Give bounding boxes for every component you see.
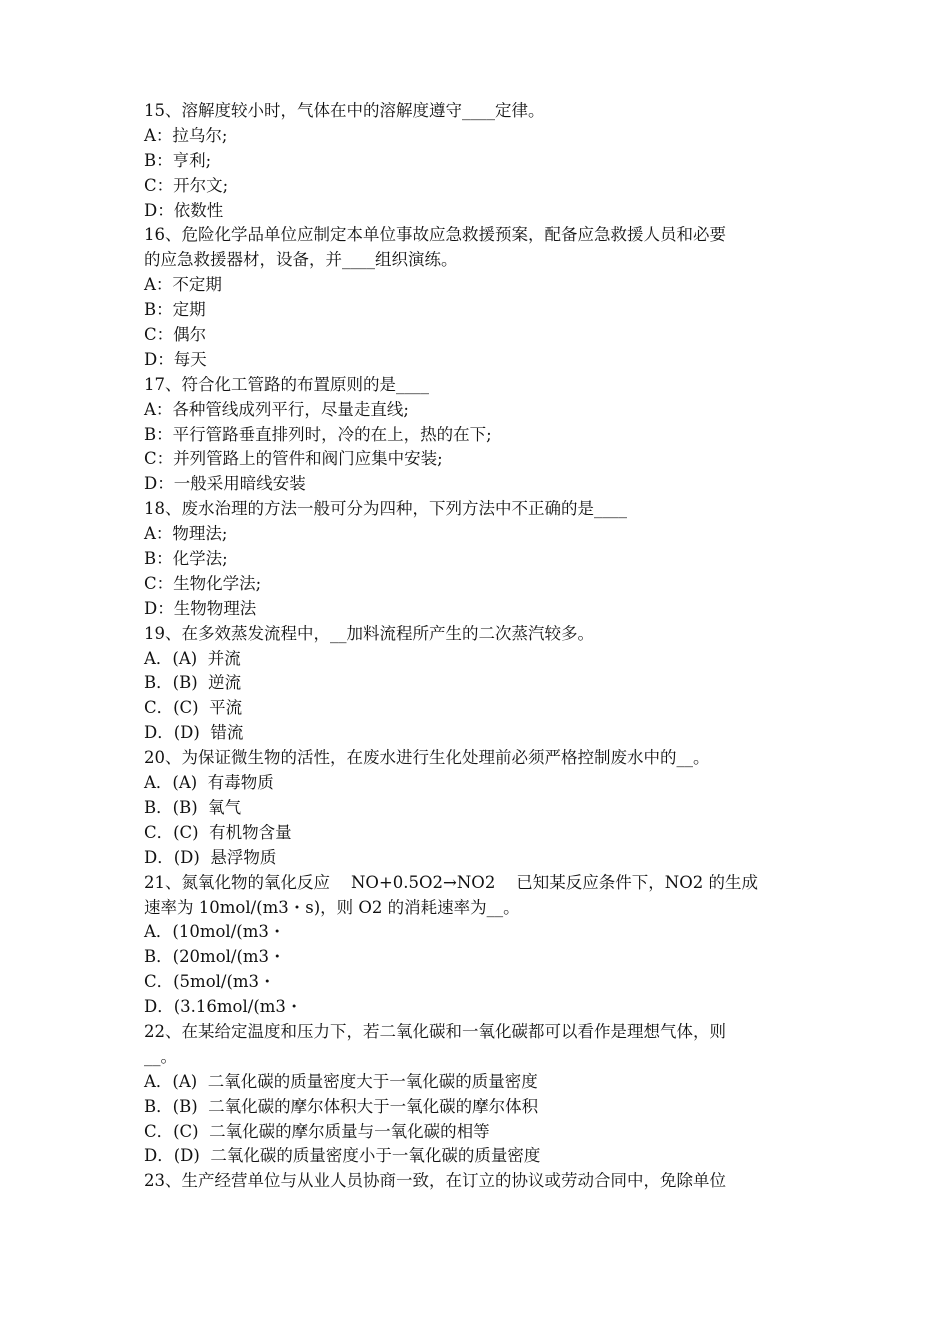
question-21-option-c: C．(5mol/(m3・ [144, 972, 276, 992]
question-17-option-b: B：平行管路垂直排列时，冷的在上，热的在下; [144, 424, 492, 444]
question-19-option-c: C．(C) 平流 [144, 698, 243, 718]
question-17-stem: 17、符合化工管路的布置原则的是____ [144, 374, 429, 394]
question-19-option-d: D．(D) 错流 [144, 723, 244, 743]
question-19-option-a: A．(A) 并流 [144, 648, 241, 668]
question-15-option-b: B：亨利; [144, 150, 212, 170]
document-body [144, 99, 814, 1194]
question-21-option-a: A．(10mol/(m3・ [144, 922, 286, 942]
question-20-option-d: D．(D) 悬浮物质 [144, 847, 277, 867]
question-20-option-a: A．(A) 有毒物质 [144, 773, 274, 793]
question-21-option-d: D．(3.16mol/(m3・ [144, 997, 303, 1017]
question-20-option-b: B．(B) 氧气 [144, 797, 242, 817]
question-19-option-b: B．(B) 逆流 [144, 673, 242, 693]
question-20-option-c: C．(C) 有机物含量 [144, 822, 292, 842]
question-15-option-d: D：依数性 [144, 200, 224, 220]
question-17-option-d: D：一般采用暗线安装 [144, 474, 306, 494]
question-18-option-a: A：物理法; [144, 524, 228, 544]
question-16-option-c: C：偶尔 [144, 325, 207, 345]
question-18-option-c: C：生物化学法; [144, 573, 262, 593]
question-22-option-a: A．(A) 二氧化碳的质量密度大于一氧化碳的质量密度 [144, 1071, 538, 1091]
question-22-stem-line-1: 22、在某给定温度和压力下，若二氧化碳和一氧化碳都可以看作是理想气体，则 [144, 1021, 726, 1041]
question-19-stem: 19、在多效蒸发流程中，__加料流程所产生的二次蒸汽较多。 [144, 623, 594, 643]
question-18-option-d: D：生物物理法 [144, 598, 257, 618]
question-18-option-b: B：化学法; [144, 549, 228, 569]
question-21-stem-line-2: 速率为 10mol/(m3・s)，则 O2 的消耗速率为__。 [144, 897, 520, 917]
question-22-stem-line-2: __。 [144, 1046, 177, 1066]
question-22-option-c: C．(C) 二氧化碳的摩尔质量与一氧化碳的相等 [144, 1121, 490, 1141]
question-16-stem-line-2: 的应急救援器材，设备，并____组织演练。 [144, 250, 458, 270]
question-21-stem-line-1: 21、氮氧化物的氧化反应 NO+0.5O2→NO2 已知某反应条件下，NO2 的生成 [144, 872, 759, 892]
question-18-stem: 18、废水治理的方法一般可分为四种，下列方法中不正确的是____ [144, 499, 627, 519]
question-16-option-d: D：每天 [144, 349, 207, 369]
question-16-stem-line-1: 16、危险化学品单位应制定本单位事故应急救援预案，配备应急救援人员和必要 [144, 225, 726, 245]
question-16-option-a: A：不定期 [144, 275, 222, 295]
question-15-stem: 15、溶解度较小时，气体在中的溶解度遵守____定律。 [144, 101, 545, 120]
question-16-option-b: B：定期 [144, 300, 206, 320]
question-15-option-a: A：拉乌尔; [144, 125, 228, 145]
question-23-stem-line-1: 23、生产经营单位与从业人员协商一致，在订立的协议或劳动合同中，免除单位 [144, 1171, 726, 1191]
question-17-option-a: A：各种管线成列平行，尽量走直线; [144, 399, 409, 419]
question-22-option-b: B．(B) 二氧化碳的摩尔体积大于一氧化碳的摩尔体积 [144, 1096, 539, 1116]
question-15-option-c: C：开尔文; [144, 175, 229, 195]
question-17-option-c: C：并列管路上的管件和阀门应集中安装; [144, 449, 443, 469]
question-20-stem: 20、为保证微生物的活性，在废水进行生化处理前必须严格控制废水中的__。 [144, 748, 710, 768]
question-21-option-b: B．(20mol/(m3・ [144, 947, 286, 967]
question-22-option-d: D．(D) 二氧化碳的质量密度小于一氧化碳的质量密度 [144, 1146, 541, 1166]
